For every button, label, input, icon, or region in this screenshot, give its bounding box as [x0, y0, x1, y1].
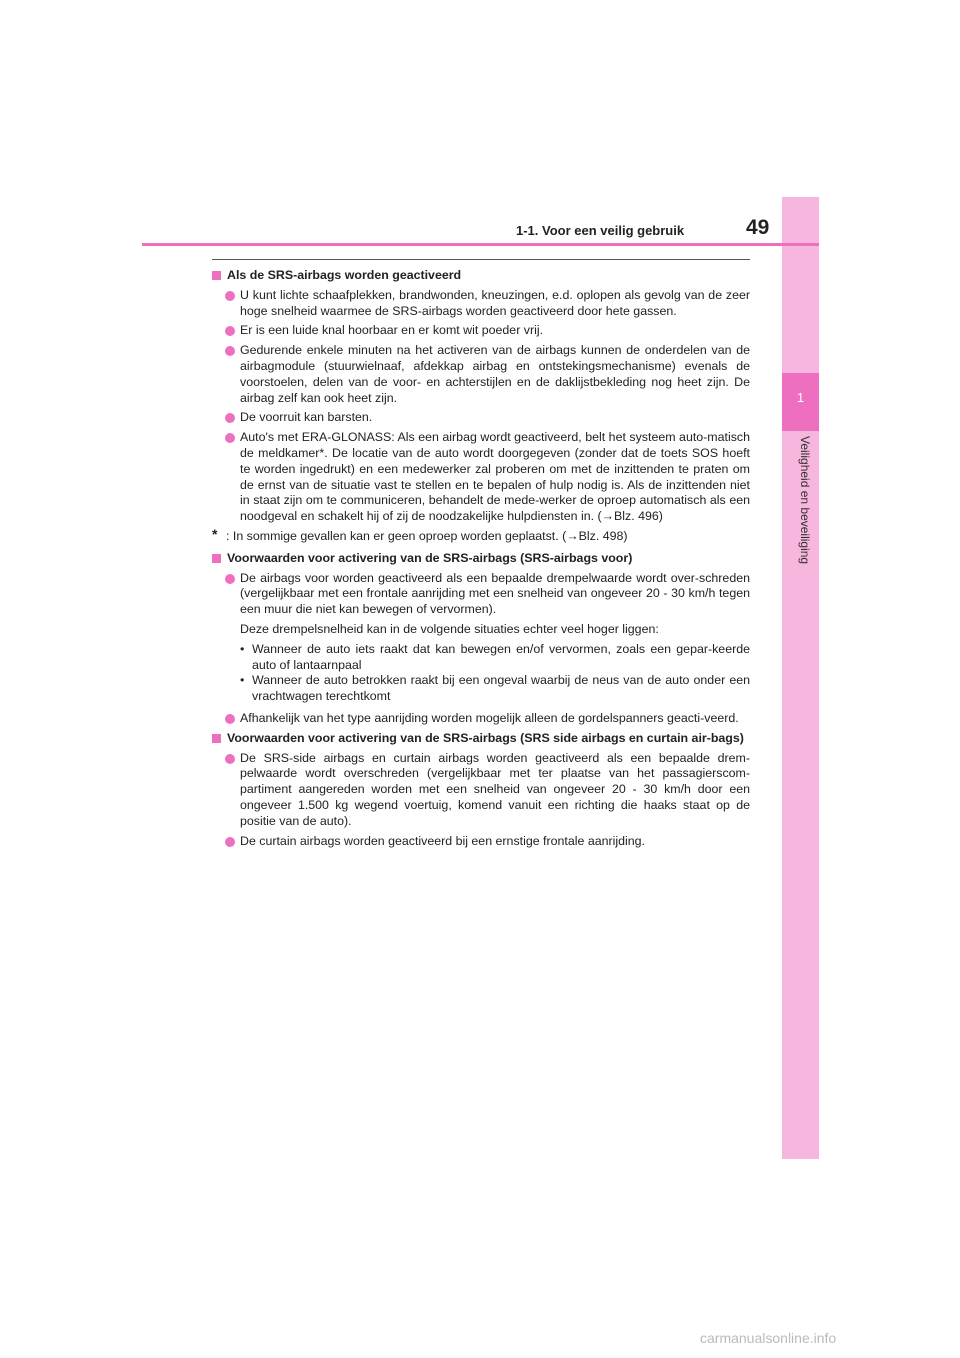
square-bullet-icon [212, 734, 221, 743]
list-item: Auto's met ERA-GLONASS: Als een airbag wordt geactiveerd, belt het systeem auto-matisch de meldkamer*. De locatie van de auto wordt doorgegeven (zonder dat de toets SOS hoeft te worden ingedrukt) en een medewerker zal proberen om met de inzittenden te praten om de ernst van de situatie vast te stellen en te bepalen of hulp nodig is. Als de inzittenden niet in staat zijn om te communiceren, behandelt de mede-werker de oproep automatisch als een noodgeval en schakelt hij of zij de noodzakelijke hulpdiensten in. (→Blz. 496) [212, 430, 750, 525]
content-rule [212, 259, 750, 260]
circle-bullet-icon [225, 714, 235, 724]
section-heading: Voorwaarden voor activering van de SRS-airbags (SRS-airbags voor) [212, 551, 750, 567]
circle-bullet-icon [225, 413, 235, 423]
footnote: * : In sommige gevallen kan er geen oproep worden geplaatst. (→Blz. 498) [212, 525, 628, 543]
chapter-title: Veiligheid en beveiliging [798, 436, 812, 565]
header-rule [142, 243, 819, 246]
list-item: Er is een luide knal hoorbaar en er komt wit poeder vrij. [212, 323, 750, 339]
section-heading: Voorwaarden voor activering van de SRS-airbags (SRS side airbags en curtain air-bags) [212, 731, 750, 747]
section-heading: Als de SRS-airbags worden geactiveerd [212, 268, 750, 284]
list-item: Gedurende enkele minuten na het activeren van de airbags kunnen de onderdelen van de airbagmodule (stuurwielnaaf, afdekkap airbag en ontstekingsmechanisme) evenals de voorstoelen, delen van de voor- en achterstijlen en de daklijstbekleding nog heet zijn. De airbag zelf kan ook heet zijn. [212, 343, 750, 406]
sub-bullet-marker: • [240, 673, 245, 688]
footnote-marker: * [212, 525, 218, 542]
circle-bullet-icon [225, 574, 235, 584]
paragraph: Deze drempelsnelheid kan in de volgende situaties echter veel hoger liggen: [240, 621, 659, 636]
list-item: De voorruit kan barsten. [212, 410, 750, 426]
list-item: De curtain airbags worden geactiveerd bij een ernstige frontale aanrijding. [212, 834, 750, 850]
page-content [212, 268, 750, 853]
page-number: 49 [746, 216, 770, 239]
sub-list-item: • Wanneer de auto iets raakt dat kan bewegen en/of vervormen, zoals een gepar-keerde auto of lantaarnpaal [240, 641, 750, 672]
circle-bullet-icon [225, 433, 235, 443]
list-item: Afhankelijk van het type aanrijding worden mogelijk alleen de gordelspanners geacti-veerd. [212, 711, 750, 727]
chapter-side-tab [782, 197, 819, 1159]
list-item: De airbags voor worden geactiveerd als een bepaalde drempelwaarde wordt over-schreden (vergelijkbaar met een frontale aanrijding met een snelheid van ongeveer 20 - 30 km/h tegen een muur die niet kan bewegen of vervormen). [212, 571, 750, 618]
section-title: 1-1. Voor een veilig gebruik [516, 223, 685, 238]
circle-bullet-icon [225, 326, 235, 336]
sub-bullet-marker: • [240, 641, 245, 656]
list-item: De SRS-side airbags en curtain airbags worden geactiveerd als een bepaalde drem-pelwaarde wordt overschreden (vergelijkbaar met ter plaatse van het passagierscom-partiment aangereden worden met een snelheid van ongeveer 20 - 30 km/h door een ongeveer 1.500 kg wegend voertuig, komend vanuit een richting die haaks staat op de positie van de auto). [212, 751, 750, 830]
square-bullet-icon [212, 271, 221, 280]
circle-bullet-icon [225, 837, 235, 847]
circle-bullet-icon [225, 291, 235, 301]
circle-bullet-icon [225, 346, 235, 356]
circle-bullet-icon [225, 754, 235, 764]
chapter-number: 1 [796, 390, 805, 405]
square-bullet-icon [212, 554, 221, 563]
list-item: U kunt lichte schaafplekken, brandwonden, kneuzingen, e.d. oplopen als gevolg van de zeer hoge snelheid waarmee de SRS-airbags worden geactiveerd door hete gassen. [212, 288, 750, 320]
watermark: carmanualsonline.info [700, 1330, 837, 1346]
sub-list-item: • Wanneer de auto betrokken raakt bij een ongeval waarbij de neus van de auto onder een vrachtwagen terechtkomt [240, 673, 750, 704]
